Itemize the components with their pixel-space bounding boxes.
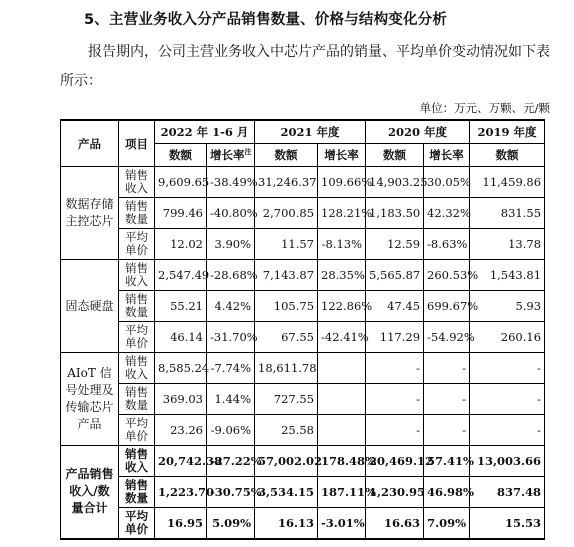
value-cell: 2,547.49	[155, 260, 207, 291]
header-period: 2020 年度	[366, 120, 470, 144]
value-cell: 57.41%	[424, 446, 470, 477]
value-cell: 799.46	[155, 198, 207, 229]
value-cell: 8,585.24	[155, 353, 207, 384]
value-cell: 16.63	[366, 508, 424, 539]
value-cell: 14,903.25	[366, 167, 424, 198]
value-cell: 18,611.78	[255, 353, 318, 384]
value-cell: 15.53	[470, 508, 545, 539]
value-cell: 260.53%	[424, 260, 470, 291]
section-heading: 5、主营业务收入分产品销售数量、价格与结构变化分析	[84, 12, 448, 28]
item-cell: 销售收入	[119, 353, 155, 384]
table-row	[61, 229, 545, 260]
item-cell: 销售数量	[119, 198, 155, 229]
item-cell: 平均单价	[119, 229, 155, 260]
value-cell: 11.57	[255, 229, 318, 260]
header-amount: 数额	[470, 144, 545, 167]
value-cell: -42.41%	[318, 322, 366, 353]
header-amount: 数额	[155, 144, 207, 167]
value-cell: -	[470, 415, 545, 446]
item-cell: 销售收入	[119, 446, 155, 477]
value-cell: 7,143.87	[255, 260, 318, 291]
value-cell: -27.22%	[207, 446, 255, 477]
value-cell: -38.49%	[207, 167, 255, 198]
value-cell: 46.14	[155, 322, 207, 353]
value-cell: 13.78	[470, 229, 545, 260]
value-cell: -	[424, 384, 470, 415]
value-cell: 831.55	[470, 198, 545, 229]
value-cell: 25.58	[255, 415, 318, 446]
value-cell: -3.01%	[318, 508, 366, 539]
value-cell: 16.13	[255, 508, 318, 539]
value-cell: -8.63%	[424, 229, 470, 260]
item-cell: 销售数量	[119, 291, 155, 322]
growth-label: 增长率	[210, 148, 245, 162]
value-cell: 1,223.70	[155, 477, 207, 508]
item-cell: 销售收入	[119, 167, 155, 198]
value-cell: 178.48%	[318, 446, 366, 477]
value-cell: 11,459.86	[470, 167, 545, 198]
value-cell: 1,543.81	[470, 260, 545, 291]
value-cell: 1,183.50	[366, 198, 424, 229]
table-row	[61, 198, 545, 229]
value-cell: 1.44%	[207, 384, 255, 415]
value-cell: 9,609.65	[155, 167, 207, 198]
value-cell: -	[470, 353, 545, 384]
value-cell: 260.16	[470, 322, 545, 353]
table-row	[61, 508, 545, 539]
value-cell: 42.32%	[424, 198, 470, 229]
value-cell: 699.67%	[424, 291, 470, 322]
value-cell: 3.90%	[207, 229, 255, 260]
header-growth	[207, 144, 255, 167]
intro-paragraph-line2: 所示：	[60, 73, 102, 89]
value-cell: 47.45	[366, 291, 424, 322]
table-row	[61, 167, 545, 198]
intro-paragraph-line1: 报告期内，公司主营业务收入中芯片产品的销量、平均单价变动情况如下表	[88, 44, 550, 60]
header-product: 产品	[61, 120, 119, 167]
value-cell: 28.35%	[318, 260, 366, 291]
header-item: 项目	[119, 120, 155, 167]
value-cell: -	[424, 353, 470, 384]
table-row	[61, 260, 545, 291]
value-cell: 12.02	[155, 229, 207, 260]
item-cell: 销售数量	[119, 384, 155, 415]
value-cell: 2,700.85	[255, 198, 318, 229]
table-row	[61, 291, 545, 322]
value-cell: -	[424, 415, 470, 446]
value-cell: -7.74%	[207, 353, 255, 384]
value-cell: 3,534.15	[255, 477, 318, 508]
value-cell: -28.68%	[207, 260, 255, 291]
value-cell: 109.66%	[318, 167, 366, 198]
value-cell: 20,742.38	[155, 446, 207, 477]
table-row	[61, 477, 545, 508]
value-cell: -	[366, 353, 424, 384]
product-cell: AIoT 信号处理及传输芯片产品	[61, 353, 119, 446]
value-cell: 1,230.95	[366, 477, 424, 508]
value-cell: 67.55	[255, 322, 318, 353]
value-cell: -9.06%	[207, 415, 255, 446]
value-cell: 128.21%	[318, 198, 366, 229]
value-cell: 57,002.02	[255, 446, 318, 477]
value-cell: -	[366, 415, 424, 446]
item-cell: 平均单价	[119, 322, 155, 353]
value-cell: -	[366, 384, 424, 415]
value-cell	[318, 353, 366, 384]
value-cell: -8.13%	[318, 229, 366, 260]
value-cell: 46.98%	[424, 477, 470, 508]
item-cell: 销售收入	[119, 260, 155, 291]
value-cell: 727.55	[255, 384, 318, 415]
header-amount: 数额	[366, 144, 424, 167]
value-cell: 30.05%	[424, 167, 470, 198]
product-cell: 数据存储主控芯片	[61, 167, 119, 260]
value-cell: -30.75%	[207, 477, 255, 508]
value-cell: 23.26	[155, 415, 207, 446]
table-row	[61, 322, 545, 353]
value-cell: 187.11%	[318, 477, 366, 508]
value-cell: 105.75	[255, 291, 318, 322]
value-cell: 7.09%	[424, 508, 470, 539]
header-period: 2021 年度	[255, 120, 366, 144]
header-amount: 数额	[255, 144, 318, 167]
value-cell: 12.59	[366, 229, 424, 260]
value-cell: -54.92%	[424, 322, 470, 353]
value-cell: 16.95	[155, 508, 207, 539]
value-cell: 20,469.12	[366, 446, 424, 477]
value-cell: 5.09%	[207, 508, 255, 539]
product-cell: 固态硬盘	[61, 260, 119, 353]
value-cell: 13,003.66	[470, 446, 545, 477]
table-row	[61, 353, 545, 384]
growth-footnote-mark: 注	[244, 147, 252, 157]
unit-note: 单位：万元、万颗、元/颗	[419, 101, 550, 115]
table-row	[61, 415, 545, 446]
value-cell: 55.21	[155, 291, 207, 322]
header-period: 2022 年 1-6 月	[155, 120, 255, 144]
sales-table	[60, 119, 545, 540]
header-growth: 增长率	[424, 144, 470, 167]
value-cell: 117.29	[366, 322, 424, 353]
value-cell: 31,246.37	[255, 167, 318, 198]
value-cell: 369.03	[155, 384, 207, 415]
table-row	[61, 384, 545, 415]
value-cell: 5.93	[470, 291, 545, 322]
value-cell: -31.70%	[207, 322, 255, 353]
value-cell: 4.42%	[207, 291, 255, 322]
item-cell: 销售数量	[119, 477, 155, 508]
value-cell: -40.80%	[207, 198, 255, 229]
table-row	[61, 446, 545, 477]
item-cell: 平均单价	[119, 508, 155, 539]
value-cell: 837.48	[470, 477, 545, 508]
value-cell: -	[470, 384, 545, 415]
value-cell	[318, 415, 366, 446]
header-growth: 增长率	[318, 144, 366, 167]
value-cell: 5,565.87	[366, 260, 424, 291]
product-cell: 产品销售收入/数量合计	[61, 446, 119, 539]
header-period: 2019 年度	[470, 120, 545, 144]
value-cell: 122.86%	[318, 291, 366, 322]
value-cell	[318, 384, 366, 415]
item-cell: 平均单价	[119, 415, 155, 446]
